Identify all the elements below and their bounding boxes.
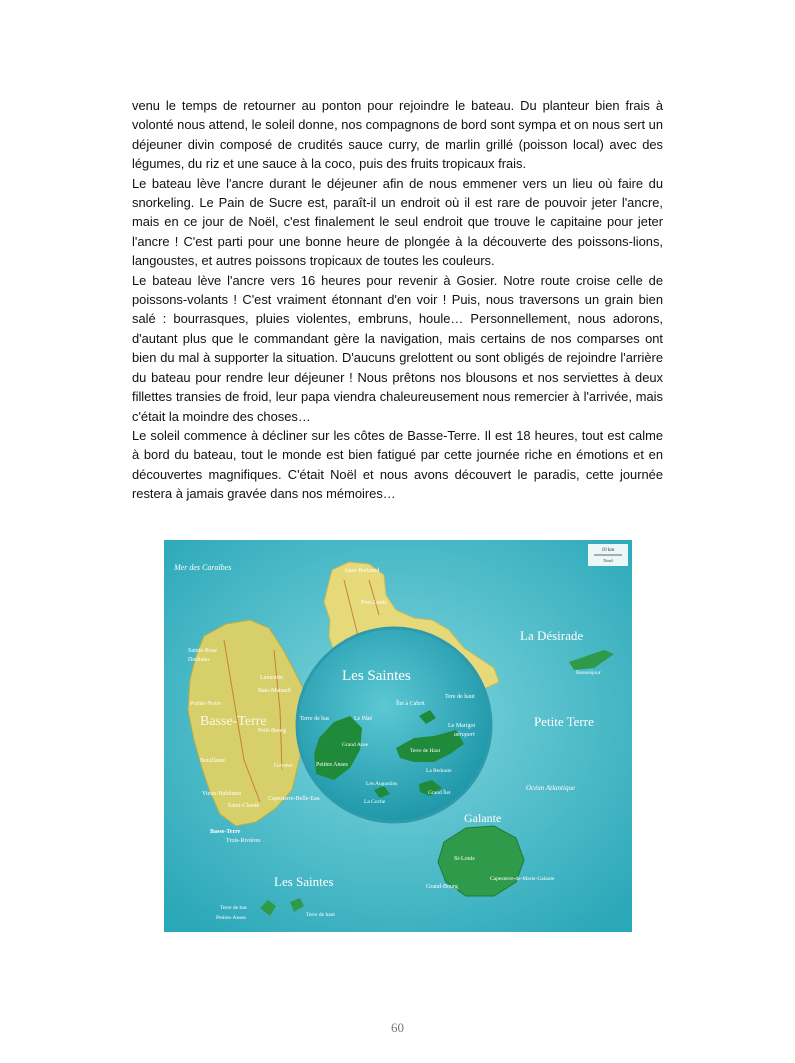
label-terre-de-haut-small: Terre de haut <box>306 912 335 918</box>
zoom-label-terre-de-haut: Tere de haut <box>445 694 475 700</box>
label-grand-bourg: Grand-Bourg <box>426 884 458 890</box>
zoom-title: Les Saintes <box>342 668 411 684</box>
zoom-label-terre-de-bas: Terre de bas <box>300 716 330 722</box>
label-sainte-rose: Sainte-Rose <box>188 648 217 654</box>
label-lamentin: Lamentin <box>260 675 283 681</box>
label-deshaies: Deshaies <box>188 657 210 663</box>
label-vieux-habitants: Vieux-Habitants <box>202 791 242 797</box>
scale-direction: Nord <box>603 558 613 563</box>
paragraph: venu le temps de retourner au ponton pour rejoindre le bateau. Du planteur bien frais à volonté nous attend, le soleil donne, nos compagnons de bord sont sympa et on nous sert un déjeuner divin composé de crudités sauce curry, de marlin grillé (poisson local) avec des légumes, du riz et une sauce à la coco, puis des fruits tropicaux frais. <box>132 98 664 172</box>
label-saintes-small-title: Les Saintes <box>274 874 334 889</box>
paragraph: Le bateau lève l'ancre durant le déjeuner afin de nous emmener vers un lieu où faire du snorkeling. Le Pain de Sucre est, paraît-il un endroit où il est rare de pouvoir jeter l'ancre, mais en ce jour de Noël, c'est finalement le seul endroit que trouve le capitaine pour jeter l'ancre ! C'est parti pour une bonne heure de plongée à la découverte des poissons-lions, langoustes, et autres poissons tropicaux de toutes les couleurs. <box>132 175 663 269</box>
zoom-label-ilet-a-cabrit: Îlet à Cabrit <box>396 701 425 707</box>
paragraph: Le bateau lève l'ancre vers 16 heures pour revenir à Gosier. Notre route croise celle de poissons-volants ! C'est vraiment étonnant d'en voir ! Puis, nous traversons un grain bien salé : bourrasques, pluies violentes, embruns, houle… Personnellement, nous adorons, d'autant plus que le commandant gère la navigation, mais certains de nos comparses ont bien du mal à supporter la situation. D'aucuns grelottent ou sont obligés de rejoindre l'arrière du bateau pour rendre leur déjeuner ! Nous prêtons nos blousons et nos serviettes à deux fillettes transies de froid, leur papa viendra chaleureusement nous remercier à l'arrivée, mais c'était la moindre des choses… <box>132 272 663 424</box>
body-text <box>132 96 663 504</box>
guadeloupe-map <box>164 540 632 932</box>
label-mer-des-caraibes: Mer des Caraïbes <box>174 563 232 572</box>
zoom-label-aeroport: aéroport <box>454 732 475 738</box>
zoom-label-la-redoute: La Redoute <box>426 768 452 774</box>
label-ocean-atlantique: Océan Atlantique <box>526 784 576 792</box>
label-capesterre-mg: Capesterre-de-Marie-Galante <box>490 876 555 882</box>
label-st-louis: St-Louis <box>454 856 475 862</box>
label-beausejour: Beauséjour <box>576 670 601 676</box>
zoom-label-le-marigot: Le Marigot <box>448 723 476 729</box>
label-basse-terre-region: Basse-Terre <box>200 714 267 729</box>
label-baie-mahault: Baie-Mahault <box>258 688 291 694</box>
scale-distance: 10 km <box>601 548 615 553</box>
label-pointe-noire: Pointe-Noire <box>190 701 221 707</box>
label-anse-bertrand: Anse-Bertrand <box>344 568 380 574</box>
label-goyave: Goyave <box>274 763 293 769</box>
label-bouillante: Bouillante <box>200 758 225 764</box>
zoom-label-les-augustins: Les Augustins <box>366 781 398 787</box>
map-svg <box>164 540 632 932</box>
label-port-louis: Port-Louis <box>361 600 387 606</box>
label-basse-terre-city: Basse-Terre <box>210 829 241 835</box>
paragraph: Le soleil commence à décliner sur les côtes de Basse-Terre. Il est 18 heures, tout est calme à bord du bateau, tout le monde est bien fatigué par cette journée riche en émotions et en découvertes magnifiques. C'était Noël et nous avons découvert le paradis, cette journée restera à jamais gravée dans nos mémoires… <box>132 427 663 502</box>
zoom-label-terre-de-haut-bourg: Terre de Haut <box>410 748 441 754</box>
zoom-label-petites-anses: Petites Anses <box>316 762 348 768</box>
label-saint-claude: Saint-Claude <box>228 803 260 809</box>
label-marie-galante: Galante <box>464 811 502 825</box>
label-petit-bourg: Petit-Bourg <box>258 728 286 734</box>
zoom-label-grand-anse: Grand Anse <box>342 742 369 748</box>
zoom-label-la-coche: La Coche <box>364 799 386 805</box>
label-petite-terre: Petite Terre <box>534 714 594 729</box>
label-terre-de-bas-small: Terre de bas <box>220 905 247 911</box>
label-capesterre-belle-eau: Capesterre-Belle-Eau <box>268 796 320 802</box>
zoom-label-le-pate: Le Pâté <box>354 716 373 722</box>
label-la-desirade: La Désirade <box>520 628 584 643</box>
label-petites-anses-small: Petites-Anses <box>216 915 246 921</box>
label-trois-rivieres: Trois-Rivières <box>226 838 261 844</box>
page-number: 60 <box>391 1020 404 1035</box>
zoom-label-grand-ilet: Grand Îlet <box>428 790 451 796</box>
scale-box <box>588 544 628 566</box>
